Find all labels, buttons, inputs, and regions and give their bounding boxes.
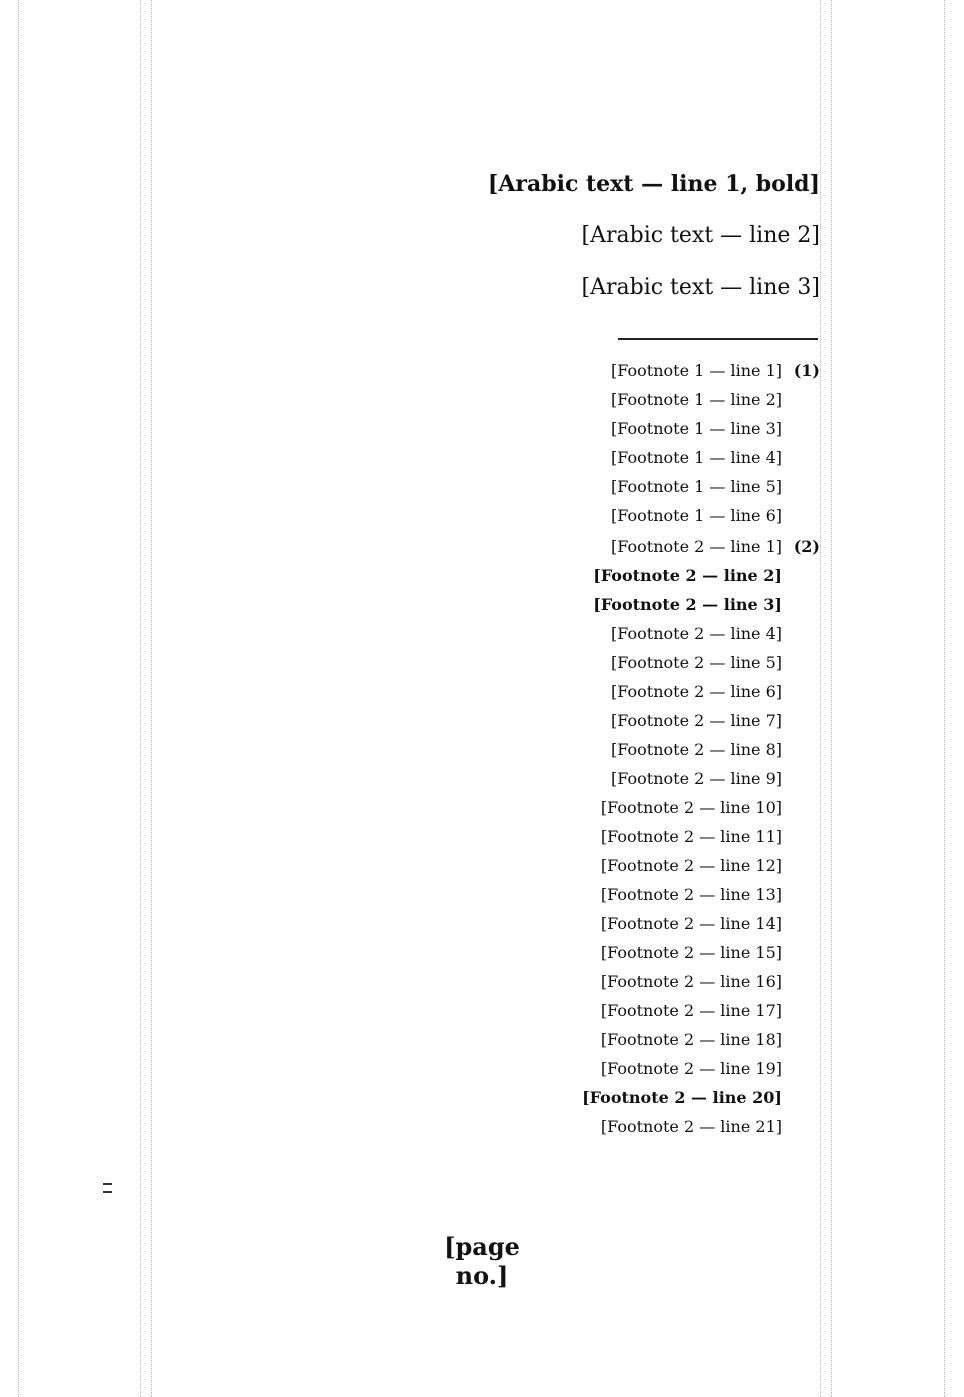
footnote-separator [618,338,818,340]
footnote-line: [Footnote 2 — line 1] [611,537,782,556]
footnote-line: [Footnote 2 — line 4] [611,624,782,643]
main-line: [Arabic text — line 1, bold] [487,171,820,197]
margin-rule-left [18,0,19,1397]
main-line: [Arabic text — line 3] [581,275,820,300]
footnotes [130,356,820,1143]
footnote-line: [Footnote 2 — line 17] [600,1001,782,1020]
page-number: [page no.] [444,1232,520,1290]
footnote-line: [Footnote 2 — line 16] [600,972,782,991]
margin-rule-right [944,0,945,1397]
margin-mark [103,1183,112,1193]
footnote-line: [Footnote 2 — line 10] [600,798,782,817]
footnote-line: [Footnote 2 — line 8] [611,740,782,759]
footnote-line: [Footnote 1 — line 6] [611,506,782,525]
margin-rule-inner-right [820,0,821,1397]
footnote-line: [Footnote 2 — line 7] [611,711,782,730]
footnote-line: [Footnote 2 — line 18] [600,1030,782,1049]
margin-rule-inner-right-2 [831,0,832,1397]
footnote-line: [Footnote 2 — line 13] [600,885,782,904]
footnote-line: [Footnote 2 — line 19] [600,1059,782,1078]
footnote-line: [Footnote 2 — line 15] [600,943,782,962]
main-text [130,158,820,314]
footnote-2 [130,532,820,1141]
footnote-line: [Footnote 2 — line 5] [611,653,782,672]
footnote-line: [Footnote 2 — line 9] [611,769,782,788]
footnote-line: [Footnote 1 — line 2] [611,390,782,409]
footnote-line: [Footnote 2 — line 11] [600,827,782,846]
footnote-line: [Footnote 1 — line 3] [611,419,782,438]
footnote-line: [Footnote 2 — line 14] [600,914,782,933]
footnote-line: [Footnote 2 — line 21] [600,1117,782,1136]
footnote-line: [Footnote 1 — line 5] [611,477,782,496]
footnote-line: [Footnote 2 — line 20] [582,1088,782,1107]
footnote-line: [Footnote 1 — line 1] [611,361,782,380]
footnote-number: (2) [793,537,820,556]
footnote-number: (1) [793,361,820,380]
footnote-line: [Footnote 2 — line 6] [611,682,782,701]
footnote-1 [130,356,820,530]
main-line: [Arabic text — line 2] [581,223,820,248]
footnote-line: [Footnote 2 — line 3] [593,595,782,614]
footnote-line: [Footnote 2 — line 2] [593,566,782,585]
footnote-line: [Footnote 2 — line 12] [600,856,782,875]
footnote-line: [Footnote 1 — line 4] [611,448,782,467]
